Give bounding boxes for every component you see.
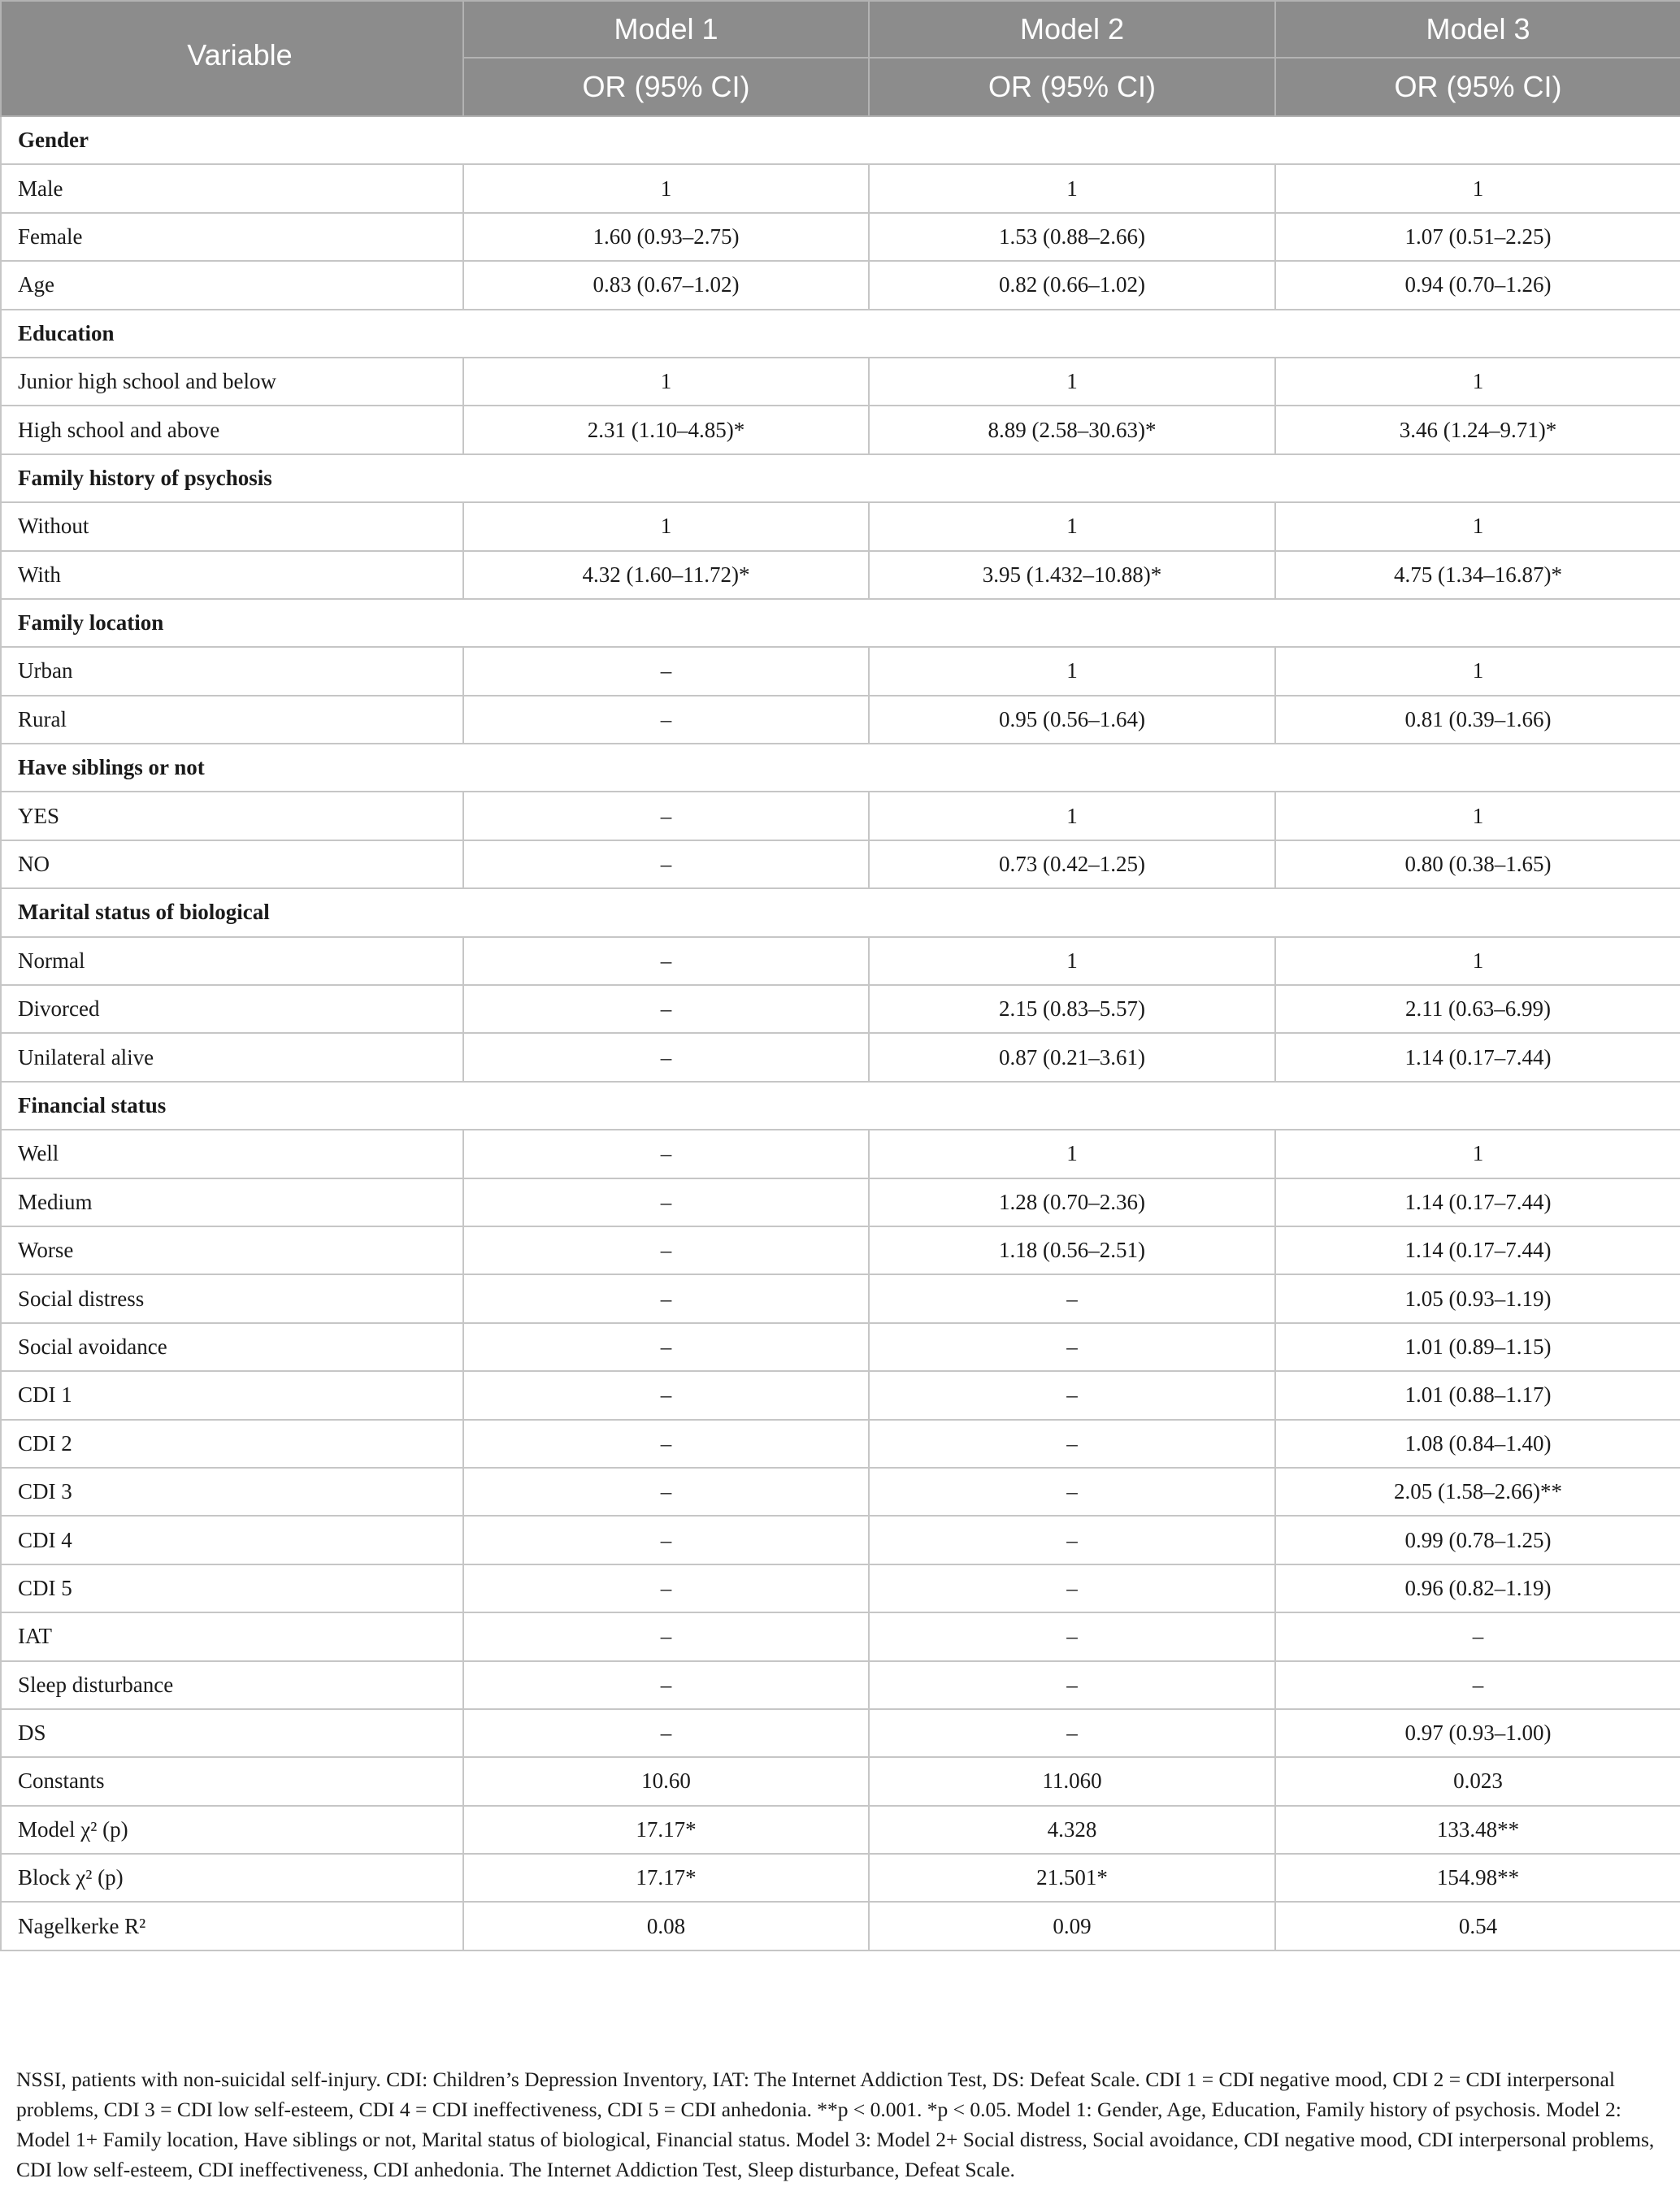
model-1-value: – [463, 1274, 869, 1322]
model-1-value: 4.32 (1.60–11.72)* [463, 551, 869, 599]
row-label: Rural [1, 696, 463, 744]
row-label: High school and above [1, 406, 463, 453]
table-row [1, 1564, 1680, 1612]
model-2-value: 0.73 (0.42–1.25) [869, 840, 1275, 888]
model-3-value: 1.14 (0.17–7.44) [1275, 1033, 1680, 1081]
model-2-value: – [869, 1709, 1275, 1757]
model-1-value: – [463, 1033, 869, 1081]
table-row [1, 1468, 1680, 1516]
model-1-value: 0.83 (0.67–1.02) [463, 261, 869, 309]
model-1-value: – [463, 1661, 869, 1709]
model-3-value: 1.14 (0.17–7.44) [1275, 1226, 1680, 1274]
row-label: Male [1, 164, 463, 212]
table-row [1, 213, 1680, 261]
section-row [1, 116, 1680, 164]
table-row [1, 1516, 1680, 1564]
model-1-value: – [463, 840, 869, 888]
row-label: CDI 5 [1, 1564, 463, 1612]
row-label: Well [1, 1130, 463, 1178]
table-row [1, 502, 1680, 550]
row-label: Constants [1, 1757, 463, 1805]
row-label: CDI 4 [1, 1516, 463, 1564]
section-row [1, 888, 1680, 936]
model-2-value: 1 [869, 358, 1275, 406]
model-2-header: Model 2 [869, 1, 1275, 58]
section-label: Have siblings or not [1, 744, 1680, 792]
model-3-value: 133.48** [1275, 1806, 1680, 1854]
model-2-value: – [869, 1274, 1275, 1322]
model-1-value: – [463, 937, 869, 985]
model-2-value: 1 [869, 647, 1275, 695]
model-3-value: 1.08 (0.84–1.40) [1275, 1420, 1680, 1468]
model-1-value: – [463, 1420, 869, 1468]
model-3-value: 1 [1275, 937, 1680, 985]
section-label: Education [1, 310, 1680, 358]
model-3-value: – [1275, 1661, 1680, 1709]
row-label: Model χ² (p) [1, 1806, 463, 1854]
row-label: With [1, 551, 463, 599]
model-3-value: 0.80 (0.38–1.65) [1275, 840, 1680, 888]
model-3-value: 1 [1275, 502, 1680, 550]
model-1-value: – [463, 1612, 869, 1660]
table-row [1, 1806, 1680, 1854]
model-1-value: 1 [463, 164, 869, 212]
model-3-value: 1 [1275, 647, 1680, 695]
table-header [1, 1, 1680, 116]
table-row [1, 1661, 1680, 1709]
model-1-value: – [463, 1371, 869, 1419]
row-label: Divorced [1, 985, 463, 1033]
table-row [1, 1130, 1680, 1178]
model-2-value: 0.09 [869, 1902, 1275, 1950]
model-1-value: 10.60 [463, 1757, 869, 1805]
model-2-value: 1 [869, 164, 1275, 212]
model-1-value: 0.08 [463, 1902, 869, 1950]
model-3-value: 1.01 (0.89–1.15) [1275, 1323, 1680, 1371]
section-row [1, 744, 1680, 792]
table-row [1, 1902, 1680, 1950]
model-1-value: – [463, 1709, 869, 1757]
model-3-value: 1 [1275, 1130, 1680, 1178]
table-row [1, 840, 1680, 888]
row-label: DS [1, 1709, 463, 1757]
model-3-value: 0.97 (0.93–1.00) [1275, 1709, 1680, 1757]
row-label: IAT [1, 1612, 463, 1660]
model-1-value: – [463, 1323, 869, 1371]
table-row [1, 1274, 1680, 1322]
section-row [1, 599, 1680, 647]
row-label: Social distress [1, 1274, 463, 1322]
model-1-value: – [463, 1130, 869, 1178]
table-row [1, 1709, 1680, 1757]
model-1-value: 2.31 (1.10–4.85)* [463, 406, 869, 453]
table-row [1, 1323, 1680, 1371]
model-2-value: – [869, 1371, 1275, 1419]
model-3-value: 0.99 (0.78–1.25) [1275, 1516, 1680, 1564]
row-label: CDI 1 [1, 1371, 463, 1419]
model-2-value: 4.328 [869, 1806, 1275, 1854]
model-1-value: 1.60 (0.93–2.75) [463, 213, 869, 261]
row-label: Block χ² (p) [1, 1854, 463, 1902]
model-3-value: 2.11 (0.63–6.99) [1275, 985, 1680, 1033]
table-footnote: NSSI, patients with non-suicidal self-injury. CDI: Children’s Depression Inventory, IAT: The Internet Addiction Test, DS: Defeat Scale. CDI 1 = CDI negative mood, CDI 2 = CDI interpersonal problems, CDI 3 = CDI low self-esteem, CDI 4 = CDI ineffectiveness, CDI 5 = CDI anhedonia. **p < 0.001. *p < 0.05. Model 1: Gender, Age, Education, Family history of psychosis. Model 2: Model 1+ Family location, Have siblings or not, Marital status of biological, Financial status. Model 3: Model 2+ Social distress, Social avoidance, CDI negative mood, CDI interpersonal problems, CDI low self-esteem, CDI ineffectiveness, CDI anhedonia. The Internet Addiction Test, Sleep disturbance, Defeat Scale. [16, 2068, 1655, 2181]
model-2-value: 1.28 (0.70–2.36) [869, 1178, 1275, 1226]
model-2-value: 21.501* [869, 1854, 1275, 1902]
model-3-value: 0.023 [1275, 1757, 1680, 1805]
model-3-value: 2.05 (1.58–2.66)** [1275, 1468, 1680, 1516]
model-3-value: 154.98** [1275, 1854, 1680, 1902]
model-2-value: – [869, 1516, 1275, 1564]
table-row [1, 1033, 1680, 1081]
model-2-value: 1.53 (0.88–2.66) [869, 213, 1275, 261]
table-row [1, 1178, 1680, 1226]
variable-header: Variable [1, 1, 463, 116]
row-label: Without [1, 502, 463, 550]
table-row [1, 164, 1680, 212]
model-2-value: 1 [869, 502, 1275, 550]
model-1-value: – [463, 696, 869, 744]
table-row [1, 1420, 1680, 1468]
model-3-value: 1.01 (0.88–1.17) [1275, 1371, 1680, 1419]
row-label: Junior high school and below [1, 358, 463, 406]
model-1-value: – [463, 1178, 869, 1226]
row-label: Social avoidance [1, 1323, 463, 1371]
table-row [1, 647, 1680, 695]
model-2-value: – [869, 1612, 1275, 1660]
section-label: Family location [1, 599, 1680, 647]
model-2-value: 3.95 (1.432–10.88)* [869, 551, 1275, 599]
model-2-value: – [869, 1564, 1275, 1612]
model-3-value: 4.75 (1.34–16.87)* [1275, 551, 1680, 599]
row-label: YES [1, 792, 463, 840]
or-ci-header-1: OR (95% CI) [463, 58, 869, 116]
model-3-value: 0.94 (0.70–1.26) [1275, 261, 1680, 309]
row-label: Worse [1, 1226, 463, 1274]
row-label: CDI 3 [1, 1468, 463, 1516]
model-2-value: 8.89 (2.58–30.63)* [869, 406, 1275, 453]
model-3-value: 1.05 (0.93–1.19) [1275, 1274, 1680, 1322]
model-3-value: – [1275, 1612, 1680, 1660]
model-1-value: – [463, 1516, 869, 1564]
row-label: Normal [1, 937, 463, 985]
table-row [1, 792, 1680, 840]
row-label: Age [1, 261, 463, 309]
table-row [1, 551, 1680, 599]
model-3-value: 0.96 (0.82–1.19) [1275, 1564, 1680, 1612]
table-row [1, 1854, 1680, 1902]
table-row [1, 1226, 1680, 1274]
row-label: Unilateral alive [1, 1033, 463, 1081]
model-3-value: 3.46 (1.24–9.71)* [1275, 406, 1680, 453]
row-label: Urban [1, 647, 463, 695]
section-label: Financial status [1, 1082, 1680, 1130]
table-body [1, 116, 1680, 1951]
model-2-value: 1 [869, 792, 1275, 840]
model-3-value: 1 [1275, 164, 1680, 212]
row-label: Medium [1, 1178, 463, 1226]
model-3-value: 1 [1275, 792, 1680, 840]
model-3-value: 0.54 [1275, 1902, 1680, 1950]
model-2-value: – [869, 1468, 1275, 1516]
table-row [1, 696, 1680, 744]
table-row [1, 1612, 1680, 1660]
section-label: Marital status of biological [1, 888, 1680, 936]
table-row [1, 1757, 1680, 1805]
section-label: Family history of psychosis [1, 454, 1680, 502]
section-row [1, 1082, 1680, 1130]
model-3-value: 0.81 (0.39–1.66) [1275, 696, 1680, 744]
model-2-value: 0.95 (0.56–1.64) [869, 696, 1275, 744]
model-2-value: 0.82 (0.66–1.02) [869, 261, 1275, 309]
model-1-value: – [463, 1226, 869, 1274]
model-2-value: 2.15 (0.83–5.57) [869, 985, 1275, 1033]
section-row [1, 454, 1680, 502]
model-1-value: – [463, 1468, 869, 1516]
or-ci-header-3: OR (95% CI) [1275, 58, 1680, 116]
model-1-value: 1 [463, 502, 869, 550]
model-2-value: 1 [869, 937, 1275, 985]
or-ci-header-2: OR (95% CI) [869, 58, 1275, 116]
model-1-value: – [463, 792, 869, 840]
model-2-value: 11.060 [869, 1757, 1275, 1805]
model-1-value: 1 [463, 358, 869, 406]
row-label: Sleep disturbance [1, 1661, 463, 1709]
model-1-value: – [463, 985, 869, 1033]
table-row [1, 985, 1680, 1033]
model-2-value: 0.87 (0.21–3.61) [869, 1033, 1275, 1081]
model-2-value: – [869, 1323, 1275, 1371]
model-1-value: 17.17* [463, 1806, 869, 1854]
model-3-value: 1.14 (0.17–7.44) [1275, 1178, 1680, 1226]
model-2-value: – [869, 1661, 1275, 1709]
table-row [1, 358, 1680, 406]
model-2-value: 1 [869, 1130, 1275, 1178]
model-2-value: 1.18 (0.56–2.51) [869, 1226, 1275, 1274]
model-2-value: – [869, 1420, 1275, 1468]
row-label: Female [1, 213, 463, 261]
model-1-header: Model 1 [463, 1, 869, 58]
table-row [1, 406, 1680, 453]
section-label: Gender [1, 116, 1680, 164]
row-label: Nagelkerke R² [1, 1902, 463, 1950]
model-3-value: 1 [1275, 358, 1680, 406]
table-row [1, 261, 1680, 309]
table-row [1, 937, 1680, 985]
table-row [1, 1371, 1680, 1419]
model-1-value: – [463, 1564, 869, 1612]
row-label: NO [1, 840, 463, 888]
model-1-value: – [463, 647, 869, 695]
row-label: CDI 2 [1, 1420, 463, 1468]
model-3-value: 1.07 (0.51–2.25) [1275, 213, 1680, 261]
section-row [1, 310, 1680, 358]
model-3-header: Model 3 [1275, 1, 1680, 58]
model-1-value: 17.17* [463, 1854, 869, 1902]
